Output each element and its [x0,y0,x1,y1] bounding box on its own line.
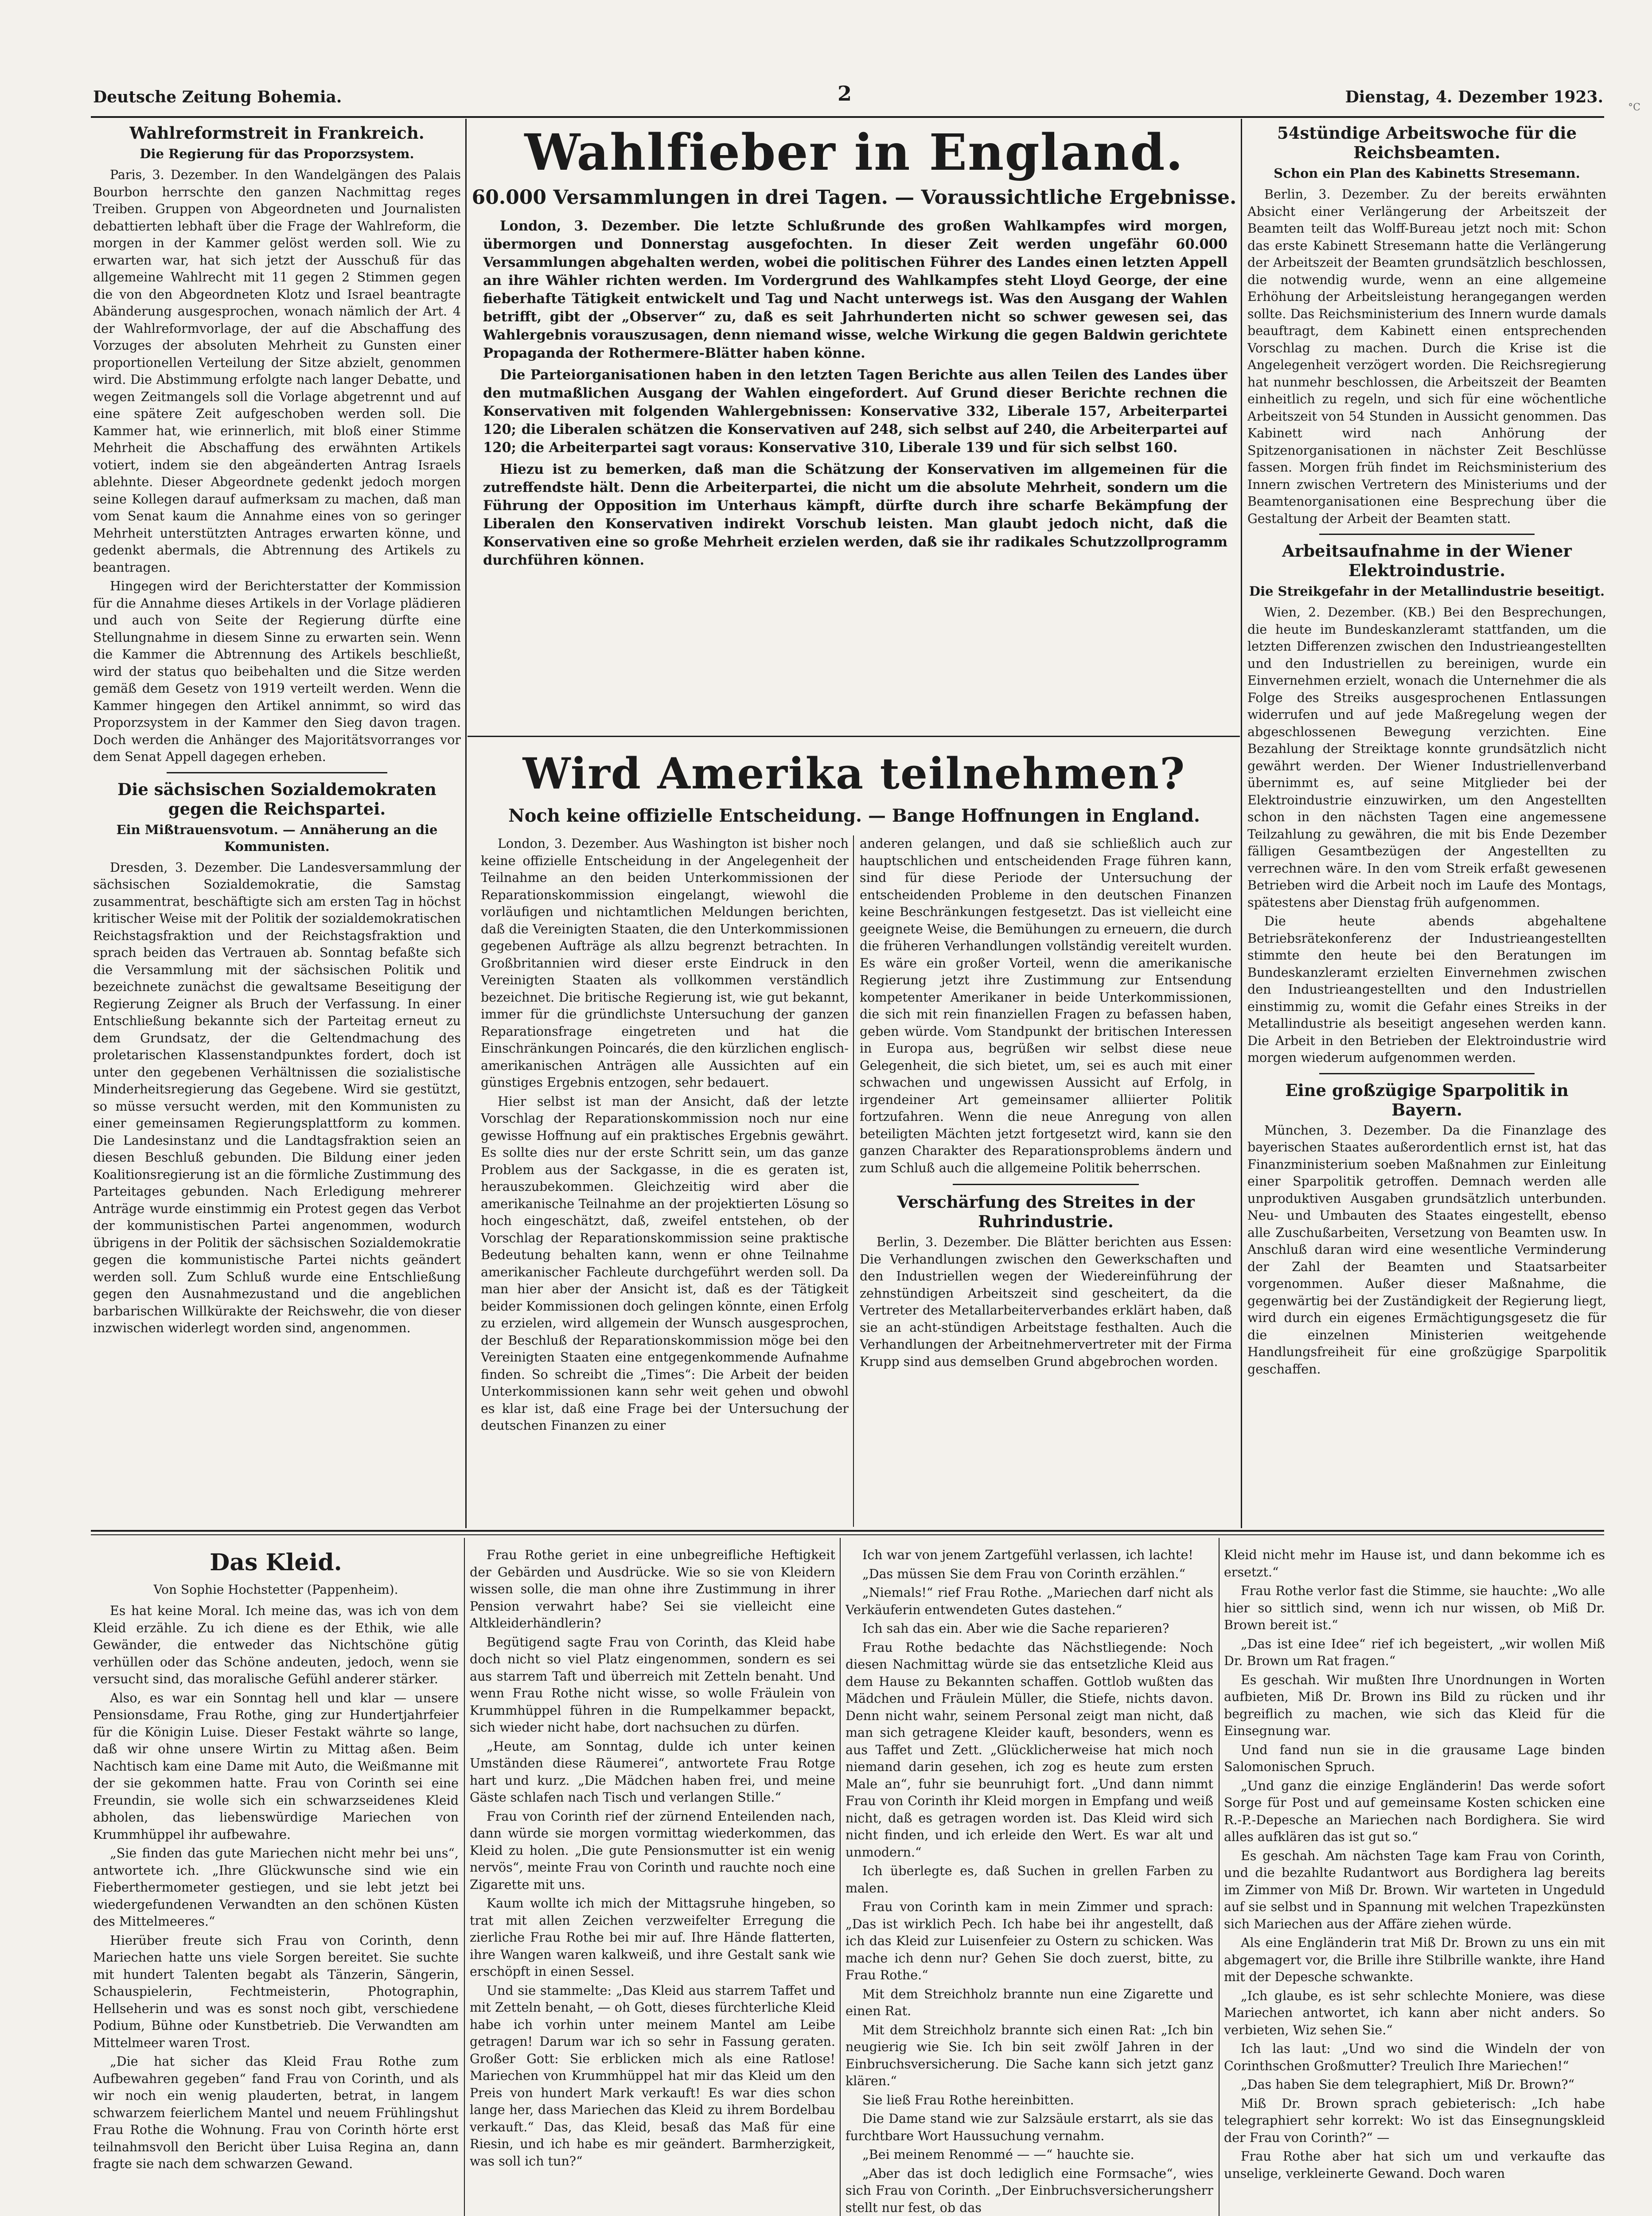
story-paragraph: „Das ist eine Idee“ rief ich begeistert, „wir wollen Miß Dr. Brown um Rat fragen.“ [1224,1636,1605,1668]
column-rule-2 [1241,119,1242,1528]
lead-paragraph: Hiezu ist zu bemerken, daß man die Schätzung der Konservativen im allgemeinen für die zutreffendste hält. Denn die Arbeiterpartei, die nicht um die absolute Mehrheit, sondern um die Führung der Opposition im Unterhaus kämpft, dürfte durch ihre scharfe Bekämpfung der Liberalen den Konservativen indirekt Vorschub leisten. Man glaubt jedoch nicht, daß die Konservativen eine so große Mehrheit erzielen werden, daß sie ihr radikales Schutzzollprogramm durchführen können. [483,461,1227,568]
story-paragraph: Es geschah. Wir mußten Ihre Unordnungen in Worten aufbieten, Miß Dr. Brown ins Bild zu rücken und ihr begreiflich zu machen, wie sich das Kleid für die Einsegnung war. [1224,1672,1605,1738]
amerika-col-rule [853,835,854,1527]
feuilleton-rule-2 [91,1534,1604,1535]
left-column [93,120,461,1525]
story-paragraph: Hierüber freute sich Frau von Corinth, denn Mariechen hatte uns viele Sorgen bereitet. Sie suchte mit hundert Talenten begabt als Tänzerin, Sängerin, Schauspielerin, Fechtmeisterin, Photographin, Hellseherin und was es sonst noch gibt, verschiedene Podium, Bühne oder Kunstbetrieb. Die Verwandten am Mittelmeer waren Trost. [93,1933,459,2050]
story-paragraph: „Das müssen Sie dem Frau von Corinth erzählen.“ [862,1566,1186,1581]
article-paragraph: Hingegen wird der Berichterstatter der Kommission für die Annahme dieses Artikels in der Vorlage plädieren und auch von Seite der Regierung dürfte eine Stellungnahme in diesem Sinne zu erwarten sein. Wenn die Kammer die Abtrennung des Artikels beschließt, wird der status quo beibehalten und die Sitze werden gemäß dem Gesetz von 1919 verteilt werden. Wenn die Kammer hingegen den Artikel annimmt, so wird das Proporzsystem in der Kammer den Sieg davon tragen. Doch werden die Anhänger des Majoritätsvorranges vor dem Senat Appell dagegen erheben. [93,579,461,764]
article-paragraph: Wien, 2. Dezember. (KB.) Bei den Besprechungen, die heute im Bundeskanzleramt stattfanden, um die letzten Differenzen zwischen den Industrieangestellten und den Industriellen zu bereinigen, wurde ein Einvernehmen erzielt, wonach die Unternehmer die als Folge des Streiks ausgesprochenen Entlassungen widerrufen und auf jede Maßregelung wegen der abgeschlossenen Bewegung verzichten. Eine Bezahlung der Streiktage konnte grundsätzlich nicht gewährt werden. Der Wiener Industriellenverband übernimmt es, auf seine Mitglieder bei der Elektroindustrie einzuwirken, um den Angestellten schon in den nächsten Tagen eine angemessene Teilzahlung zu gewähren, die mit bis Ende Dezember fälligen Gesamtbezügen der Angestellten zu verrechnen wäre. In den vom Streik erfaßt gewesenen Betrieben wird die Arbeit noch im Laufe des Montags, spätestens aber Dienstag früh aufgenommen. [1247,605,1606,910]
article-subtitle-sachsen: Ein Mißtrauensvotum. — Annäherung an die Kommunisten. [116,822,438,854]
lead-article [483,217,1227,731]
story-paragraph: Ich überlegte es, daß Suchen in grellen Farben zu malen. [845,1864,1213,1896]
article-paragraph: Die heute abends abgehaltene Betriebsrätekonferenz der Industrieangestellten stimmte den heute bei den Beratungen im Bundeskanzleramt erzielten Einvernehmen zwischen den Industrieangestellten und den Industriellen einstimmig zu, womit die Gefahr eines Streiks in der Metallindustrie als beseitigt angesehen werden kann. Die Arbeit in den Betrieben der Elektroindustrie wird morgen wiederum aufgenommen werden. [1247,914,1606,1065]
article-paragraph: anderen gelangen, und daß sie schließlich auch zur hauptschlichen und entscheidenden Frage führen kann, sind für diese Periode der Untersuchung der entscheidenden Probleme in den deutschen Finanzen keine Beschränkungen festgesetzt. Das ist vielleicht eine geeignete Weise, die Bemühungen zu erneuern, die durch die früheren Verhandlungen vollständig vereitelt wurden. Es wäre ein großer Vorteil, wenn die amerikanische Regierung jetzt ihre Zustimmung zur Entsendung kompetenter Amerikaner in beide Unterkommissionen, die sich mit rein finanziellen Fragen zu befassen haben, geben würde. Vom Standpunkt der britischen Interessen in Europa aus, begrüßen wir selbst diese neue Gelegenheit, die sich bietet, um, sei es auch mit einer schwachen und ungewissen Aussicht auf Erfolg, in irgendeiner Art gemeinsamer alliierter Politik fortzufahren. Wenn die neue Anregung von allen beteiligten Mächten jetzt fortgesetzt wird, kann sie den ganzen Charakter des Reparationsproblems ändern und zum Schluß auch die allgemeine Politik beherrschen. [860,836,1232,1175]
feuilleton-rule-top [91,1530,1604,1532]
article-title-sparpolitik: Eine großzügige Sparpolitik in Bayern. [1285,1080,1569,1120]
article-paragraph: Dresden, 3. Dezember. Die Landesversammlung der sächsischen Sozialdemokratie, die Samstag zusammentrat, beschäftigte sich am ersten Tag in höchst kritischer Weise mit der Politik der sozialdemokratischen Reichstagsfraktion und der Reichstagsfraktion und sprach beiden das Vertrauen ab. Sonntag befaßte sich die Versammlung mit der sächsischen Politik und bezeichnete zunächst die gewaltsame Beseitigung der Regierung Zeigner als Bruch der Verfassung. In einer Entschließung bekannte sich der Parteitag erneut zu dem Grundsatz, der die Geltendmachung des proletarischen Klassenstandpunktes fordert, doch ist unter den gegebenen Verhältnissen die sozialistische Minderheitsregierung das Gegebene. Wird sie gestützt, so müsse versucht werden, mit den Kommunisten zu einer gemeinsamen Regierungsplattform zu kommen. Die Landesinstanz und die Landtagsfraktion seien an diesen Beschluß gebunden. Die Bildung einer jeden Koalitionsregierung ist an die förmliche Zustimmung des Parteitages gebunden. Nach Erledigung mehrerer Anträge wurde einstimmig ein Protest gegen das Verbot der kommunistischen Partei angenommen, wodurch übrigens in der Politik der sächsischen Sozialdemokratie gegen die kommunistische Partei nichts geändert werden soll. Zum Schluß wurde eine Entschließung gegen den Ausnahmezustand und die angeblichen barbarischen Willkürakte der Reichswehr, die von dieser inzwischen widerlegt worden sind, angenommen. [93,860,461,1335]
feuilleton-author: Von Sophie Hochstetter (Pappenheim). [153,1582,398,1597]
article-title-sachsen: Die sächsischen Sozialdemokraten gegen die Reichspartei. [117,779,436,819]
separator [1319,534,1535,535]
story-paragraph: Ich war von jenem Zartgefühl verlassen, ich lachte! [862,1548,1193,1562]
story-paragraph: Mit dem Streichholz brannte sich einen Rat: „Ich bin neugierig wie Sie. Ich bin seit zwölf Jahren in der Einbruchsversicherung. Die Sache kann sich jetzt ganz klären.“ [845,2022,1213,2088]
article-paragraph: München, 3. Dezember. Da die Finanzlage des bayerischen Staates außerordentlich ernst ist, hat das Finanzministerium soeben Maßnahmen zur Einleitung einer Sparpolitik getroffen. Demnach werden alle unproduktiven Ausgaben grundsätzlich unterbunden. Neu- und Umbauten des Staates eingestellt, ebenso alle Zuschußarbeiten, Versetzung von Beamten usw. In Anschluß daran wird eine wesentliche Verminderung der Zahl der Beamten und Staatsarbeiter vorgenommen. Außer dieser Maßnahme, die gegenwärtig bei der Zuständigkeit der Regierung liegt, wird durch ein eigenes Ermächtigungsgesetz die für die einzelnen Ministerien weitgehende Handlungsfreiheit für eine großzügige Sparpolitik geschaffen. [1247,1123,1606,1377]
story-paragraph: Ich sah das ein. Aber wie die Sache reparieren? [862,1621,1169,1636]
story-paragraph: Frau von Corinth kam in mein Zimmer und sprach: „Das ist wirklich Pech. Ich habe bei ihr angestellt, daß ich das Kleid zur Luisenfeier zu Ostern zu schicken. Was mache ich denn nur? Gehen Sie doch zuerst, bitte, zu Frau Rothe.“ [845,1900,1213,1982]
story-paragraph: Also, es war ein Sonntag hell und klar — unsere Pensionsdame, Frau Rothe, ging zur Hundertjahrfeier für die Königin Luise. Dieser Festakt währte so lange, daß wir ohne unsere Wirtin zu Mittag aßen. Beim Nachtisch kam eine Dame mit Auto, die Weißmanne mit der sie gekommen hatte. Frau von Corinth sei eine Freundin, sie wolle sich ein schwarzseidenes Kleid abholen, das liebenswürdige Mariechen von Krummhüppel ihr aufbewahre. [93,1690,459,1842]
story-paragraph: Mit dem Streichholz brannte nun eine Zigarette und einen Rat. [845,1986,1213,2018]
article-title-elektroindustrie: Arbeitsaufnahme in der Wiener Elektroindustrie. [1282,541,1572,580]
story-paragraph: Begütigend sagte Frau von Corinth, das Kleid habe doch nicht so viel Platz eingenommen, sondern es sei aus starrem Taft und überreich mit Zetteln benaht. Und wenn Frau Rothe nicht wisse, so wolle Fräulein von Krummhüppel führen in die Rumpelkammer bepackt, sich wieder nicht habe, dort nachsuchen zu dürfen. [470,1635,835,1735]
story-paragraph: Frau Rothe verlor fast die Stimme, sie hauchte: „Wo alle hier so sittlich sind, wenn ich nur wissen, ob Miß Dr. Brown bereit ist.“ [1224,1584,1605,1632]
separator [167,772,387,773]
lead-paragraph: London, 3. Dezember. Die letzte Schlußrunde des großen Wahlkampfes wird morgen, übermorgen und Donnerstag ausgefochten. In dieser Zeit werden ungefähr 60.000 Versammlungen abgehalten werden, wobei die politischen Führer des Landes einen letzten Appell an ihre Wähler richten werden. Im Vordergrund des Wahlkampfes steht Lloyd George, der eine fieberhafte Tätigkeit entwickelt und Tag und Nacht unterwegs ist. Was den Ausgang der Wahlen betrifft, gibt der „Observer“ zu, daß es seit Jahrhunderten nicht so schwer gewesen sei, das Wahlergebnis vorauszusagen, denn niemand wisse, welche Wirkung die gegen Baldwin gerichtete Propaganda der Rothermere-Blätter haben könne. [483,218,1227,361]
story-paragraph: Und fand nun sie in die grausame Lage binden Salomonischen Spruch. [1224,1742,1605,1774]
story-paragraph: „Heute, am Sonntag, dulde ich unter keinen Umständen diese Räumerei“, antwortete Frau Rotge hart und kurz. „Die Mädchen haben frei, und meine Gäste schlafen nach Tisch und verlangen Stille.“ [470,1739,835,1805]
lead-paragraph: Die Parteiorganisationen haben in den letzten Tagen Berichte aus allen Teilen des Landes über den mutmaßlichen Ausgang der Wahlen eingefordert. Auf Grund dieser Berichte rechnen die Konservativen mit folgenden Wahlergebnissen: Konservative 332, Liberale 157, Arbeiterpartei 120; die Liberalen schätzen die Konservativen auf 248, sich selbst auf 240, die Arbeiterpartei auf 120; die Arbeiterpartei sagt voraus: Konservative 310, Liberale 139 und für sich selbst 160. [483,367,1227,456]
article-title-ruhr: Verschärfung des Streites in der Ruhrindustrie. [897,1192,1195,1231]
story-paragraph: „Niemals!“ rief Frau Rothe. „Mariechen darf nicht als Verkäuferin entwendeten Gutes dastehen.“ [845,1585,1213,1617]
story-paragraph: Frau Rothe aber hat sich um und verkaufte das unselige, verkleinerte Gewand. Doch waren [1224,2149,1605,2181]
feuilleton-col-rule-3 [1219,1538,1220,2216]
article-title-arbeitswoche: 54stündige Arbeitswoche für die Reichsbeamten. [1277,123,1577,162]
article-subtitle-wahlreform: Die Regierung für das Proporzsystem. [140,146,414,161]
feuilleton-col-2 [470,1547,835,2216]
amerika-col-1 [481,835,849,1527]
separator [953,1184,1139,1185]
article-paragraph: Berlin, 3. Dezember. Zu der bereits erwähnten Absicht einer Verlängerung der Arbeitszeit der Beamten teilt das Wolff-Bureau jetzt noch mit: Schon das erste Kabinett Stresemann hatte die Verlängerung der Arbeitszeit der Beamten grundsätzlich beschlossen, die notwendig wurde, wenn an eine allgemeine Erhöhung der Arbeitsleistung herangegangen werden sollte. Das Reichsministerium des Innern wurde damals beauftragt, dem Kabinett einen entsprechenden Vorschlag zu machen. Durch die Krise ist die Angelegenheit verzögert worden. Die Reichsregierung hat nunmehr beschlossen, die Arbeitszeit der Beamten einheitlich zu regeln, und sich für eine wöchentliche Arbeitszeit von 54 Stunden in Aussicht genommen. Das Kabinett wird nach Anhörung der Spitzenorganisationen in nächster Zeit Beschlüsse fassen. Morgen früh findet im Reichsministerium des Innern zwischen Vertretern des Ministeriums und der Beamtenorganisationen eine Besprechung über die Gestaltung der Arbeit der Beamten statt. [1247,187,1606,526]
feuilleton-col-4 [1224,1547,1605,2216]
story-paragraph: Die Dame stand wie zur Salzsäule erstarrt, als sie das furchtbare Wort Haussuchung vernahm. [845,2111,1213,2143]
feuilleton-col-rule-2 [840,1538,841,2216]
story-paragraph: Frau Rothe geriet in eine unbegreifliche Heftigkeit der Gebärden und Ausdrücke. Wie so sie von Kleidern wissen solle, die man ohne ihre Zustimmung in ihrer Pension verwahrt habe? Sei sie vielleicht eine Altkleiderhändlerin? [470,1548,835,1631]
center-rule [468,736,1240,737]
story-paragraph: Frau von Corinth rief der zürnend Enteilenden nach, dann würde sie morgen vormittag wiederkommen, das Kleid zu holen. „Die gute Pensionsmutter ist ein wenig nervös“, meinte Frau von Corinth und rauchte noch eine Zigarette mit uns. [470,1809,835,1892]
page-number: 2 [838,82,852,105]
corner-mark: °C [1628,102,1640,113]
feuilleton-col-3 [845,1547,1213,2216]
story-paragraph: Sie ließ Frau Rothe hereinbitten. [862,2092,1074,2107]
story-paragraph: „Das haben Sie dem telegraphiert, Miß Dr. Brown?“ [1241,2077,1575,2092]
article-subtitle-arbeitswoche: Schon ein Plan des Kabinetts Stresemann. [1274,166,1580,181]
story-paragraph: Kleid nicht mehr im Hause ist, und dann bekomme ich es ersetzt.“ [1224,1548,1605,1580]
story-paragraph: Ich las laut: „Und wo sind die Windeln der von Corinthschen Großmutter? Treulich Ihre Mariechen!“ [1224,2041,1605,2073]
story-paragraph: Kaum wollte ich mich der Mittagsruhe hingeben, so trat mit allen Zeichen verzweifelter Erregung die zierliche Frau Rothe bei mir auf. Ihre Hände flatterten, ihre Wangen waren kalkweiß, und ihre Gestalt sank wie erschöpft in einen Sessel. [470,1896,835,1979]
article-paragraph: Berlin, 3. Dezember. Die Blätter berichten aus Essen: Die Verhandlungen zwischen den Gewerkschaften und den Industriellen wegen der Wiedereinführung der zehnstündigen Arbeitszeit sind gescheitert, da die Vertreter des Metallarbeiterverbandes erklärt haben, daß sie an acht-stündigen Arbeitstage festhalten. Auch die Verhandlungen der Arbeitnehmervertreter mit der Firma Krupp sind aus demselben Grund abgebrochen worden. [860,1235,1232,1369]
story-paragraph: „Und ganz die einzige Engländerin! Das werde sofort Sorge für Post und auf gemeinsame Kosten schicken eine R.-P.-Depesche an Mariechen nach Bordighera. Sie wird alles aufklären das ist gut so.“ [1224,1778,1605,1844]
issue-date: Dienstag, 4. Dezember 1923. [1345,88,1603,106]
subhead-wahlfieber: 60.000 Versammlungen in drei Tagen. — Voraussichtliche Ergebnisse. [471,186,1237,209]
paper-name: Deutsche Zeitung Bohemia. [93,88,342,106]
feuilleton-col-1 [93,1542,459,2216]
story-paragraph: „Bei meinem Renommé — —“ hauchte sie. [862,2147,1134,2162]
story-paragraph: „Sie finden das gute Mariechen nicht mehr bei uns“, antwortete ich. „Ihre Glückwunsche sind wie ein Fieberthermometer gestiegen, und sie lebt jetzt bei wiedergefundenen Verwandten an den schönen Küsten des Mittelmeeres.“ [93,1846,459,1929]
article-paragraph: Paris, 3. Dezember. In den Wandelgängen des Palais Bourbon herrschte den ganzen Nachmittag reges Treiben. Gruppen von Abgeordneten und Journalisten debattierten lebhaft über die Frage der Wahlreform, die morgen in der Kammer gelöst werden soll. Wie zu erwarten war, hat sich jetzt der Ausschuß für das allgemeine Wahlrecht mit 11 gegen 2 Stimmen gegen die von den Abgeordneten Klotz und Israel beantragte Abänderung ausgesprochen, wonach nämlich der Art. 4 der Wahlreformvorlage, der auf die Abschaffung des Vorzuges der absoluten Mehrheit zu Gunsten einer proportionellen Verteilung der Sitze abzielt, genommen wird. Die Abstimmung erfolgte nach langer Debatte, und wegen Zeitmangels soll die Vorlage abgetrennt und auf eine spätere Zeit aufgeschoben werden soll. Die Kammer hat, wie erinnerlich, mit bloß einer Stimme Mehrheit die Abschaffung des erwähnten Artikels votiert, indem sie den abgeänderten Antrag Israels ablehnte. Dieser Abgeordnete gedenkt jedoch morgen seine Kollegen darauf aufmerksam zu machen, daß man vom Senat kaum die Annahme eines von so geringer Mehrheit unterstützten Antrages erwarten könne, und gedenkt abermals, die Abtrennung des Artikels zu beantragen. [93,168,461,575]
story-paragraph: „Die hat sicher das Kleid Frau Rothe zum Aufbewahren gegeben“ fand Frau von Corinth, und als wir noch ein wenig plauderten, betrat, in langem schwarzem feierlichem Mantel und neuem Frühlingshut Frau Rothe die Wohnung. Frau von Corinth hörte erst teilnahmsvoll den Bericht über Luisa Regina an, dann fragte sie nach dem schwarzen Gewand. [93,2054,459,2171]
story-paragraph: Als eine Engländerin trat Miß Dr. Brown zu uns ein mit abgemagert vor, die Brille ihre Stilbrille wankte, ihre Hand mit der Depesche schwankte. [1224,1935,1605,1984]
story-paragraph: Und sie stammelte: „Das Kleid aus starrem Taffet und mit Zetteln benaht, — oh Gott, dieses fürchterliche Kleid habe ich vorhin unter meinem Mantel am Leibe getragen! Darum war ich so sehr in Fassung geraten. Großer Gott: Sie erblicken mich als eine Ratlose! Mariechen von Krummhüppel hat mir das Kleid um den Preis von hundert Mark verkauft! Es war dies schon lange her, dass Mariechen das Kleid zu ihrem Bordelbau verkauft.“ Das, das Kleid, besaß das Maß für eine Riesin, und ich habe es mir geändert. Barmherzigkeit, was soll ich tun?“ [470,1983,835,2169]
story-paragraph: Frau Rothe bedachte das Nächstliegende: Noch diesen Nachmittag würde sie das entsetzliche Kleid aus dem Hause zu Bekannten schaffen. Gottlob wußten das Mädchen und Fräulein Müller, die Stiefe, nichts davon. Denn nicht wahr, seinem Personal zeigt man nicht, daß man sich getragene Kleider kauft, besonders, wenn es aus Taffet und Zett. „Glücklicherweise hat mich noch niemand darin gesehen, ich zog es heute zum ersten Male an“, fuhr sie beunruhigt fort. „Und dann nimmt Frau von Corinth ihr Kleid morgen in Empfang und weiß nicht, daß es getragen worden ist. Das Kleid wird sich nicht finden, und ich erleide den Wert. Es war alt und unmodern.“ [845,1640,1213,1860]
separator [1319,1073,1535,1074]
story-paragraph: Miß Dr. Brown sprach gebieterisch: „Ich habe telegraphiert sehr korrekt: Wo ist das Einsegnungskleid der Frau von Corinth?“ — [1224,2096,1605,2145]
header-rule [91,116,1604,118]
headline-amerika: Wird Amerika teilnehmen? [522,749,1186,799]
article-title-wahlreform: Wahlreformstreit in Frankreich. [129,123,425,143]
feuilleton-title: Das Kleid. [210,1549,342,1576]
headline-wahlfieber: Wahlfieber in England. [524,124,1184,182]
subhead-amerika: Noch keine offizielle Entscheidung. — Bange Hoffnungen in England. [508,805,1200,826]
right-column [1247,120,1606,1525]
amerika-col-2 [860,835,1232,1527]
story-paragraph: „Aber das ist doch lediglich eine Formsache“, wies sich Frau von Corinth. „Der Einbruchsversicherungsherr stellt nur fest, ob das [845,2166,1213,2215]
article-paragraph: London, 3. Dezember. Aus Washington ist bisher noch keine offizielle Entscheidung in der Angelegenheit der Teilnahme an den beiden Unterkommissionen der Reparationskommission eingelangt, wiewohl die vorläufigen und nichtamtlichen Meldungen berichten, daß die Vereinigten Staaten, die den Unterkommissionen gegebenen Aufträge als allzu begrenzt betrachten. In Großbritannien wird dieser erste Eindruck in den Vereinigten Staaten als vollkommen verständlich bezeichnet. Die britische Regierung ist, wie gut bekannt, immer für die gründlichste Untersuchung der ganzen Reparationsfrage eingetreten und hat die Einschränkungen Poincarés, die den kürzlichen englisch-amerikanischen Anträgen alle Aussichten auf ein günstiges Ergebnis entzogen, sehr bedauert. [481,836,849,1090]
article-paragraph: Hier selbst ist man der Ansicht, daß der letzte Vorschlag der Reparationskommission noch nur eine gewisse Hoffnung auf ein praktisches Ergebnis gewährt. Es sollte dies nur der erste Schritt sein, um das ganze Problem aus der Sackgasse, in die es geraten ist, herauszubekommen. Gleichzeitig wird aber die amerikanische Teilnahme an der projektierten Lösung so hoch eingeschätzt, daß, zweifel entstehen, ob der Vorschlag der Reparationskommission seine praktische Bedeutung behalten kann, wenn er ohne Teilnahme amerikanischer Fachleute durchgeführt werden soll. Da man hier aber der Ansicht ist, daß es der Tätigkeit beider Kommissionen doch gelingen könnte, einen Erfolg zu erzielen, wird allgemein der Wunsch ausgesprochen, der Beschluß der Reparationskommission möge bei den Vereinigten Staaten eine entgegenkommende Aufnahme finden. So schreibt die „Times“: Die Arbeit der beiden Unterkommissionen kann sehr weit gehen und obwohl es klar ist, daß eine Frage bei der Untersuchung der deutschen Finanzen zu einer [481,1094,849,1433]
article-subtitle-elektroindustrie: Die Streikgefahr in der Metallindustrie beseitigt. [1249,584,1605,599]
story-paragraph: Es hat keine Moral. Ich meine das, was ich von dem Kleid erzähle. Zu ich diene es der Ethik, wie alle Gewänder, die entweder das Nichtschöne gütig verhüllen oder das Schöne andeuten, jedoch, wenn sie versucht sind, das moralische Gefühl anderer stärker. [93,1603,459,1686]
feuilleton-col-rule-1 [464,1538,465,2216]
page-header [93,79,1603,113]
column-rule-1 [465,119,467,1528]
story-paragraph: Es geschah. Am nächsten Tage kam Frau von Corinth, und die bezahlte Rudantwort aus Bordighera lag bereits im Zimmer von Miß Dr. Brown. Wir warteten in Ungeduld auf sie selbst und in Spannung mit welchen Trapezkünsten sich Mariechen aus der Affäre ziehen würde. [1224,1848,1605,1931]
story-paragraph: „Ich glaube, es ist sehr schlechte Moniere, was diese Mariechen antwortet, ich kann aber nicht anders. So verbieten, Wiz sehen Sie.“ [1224,1988,1605,2037]
